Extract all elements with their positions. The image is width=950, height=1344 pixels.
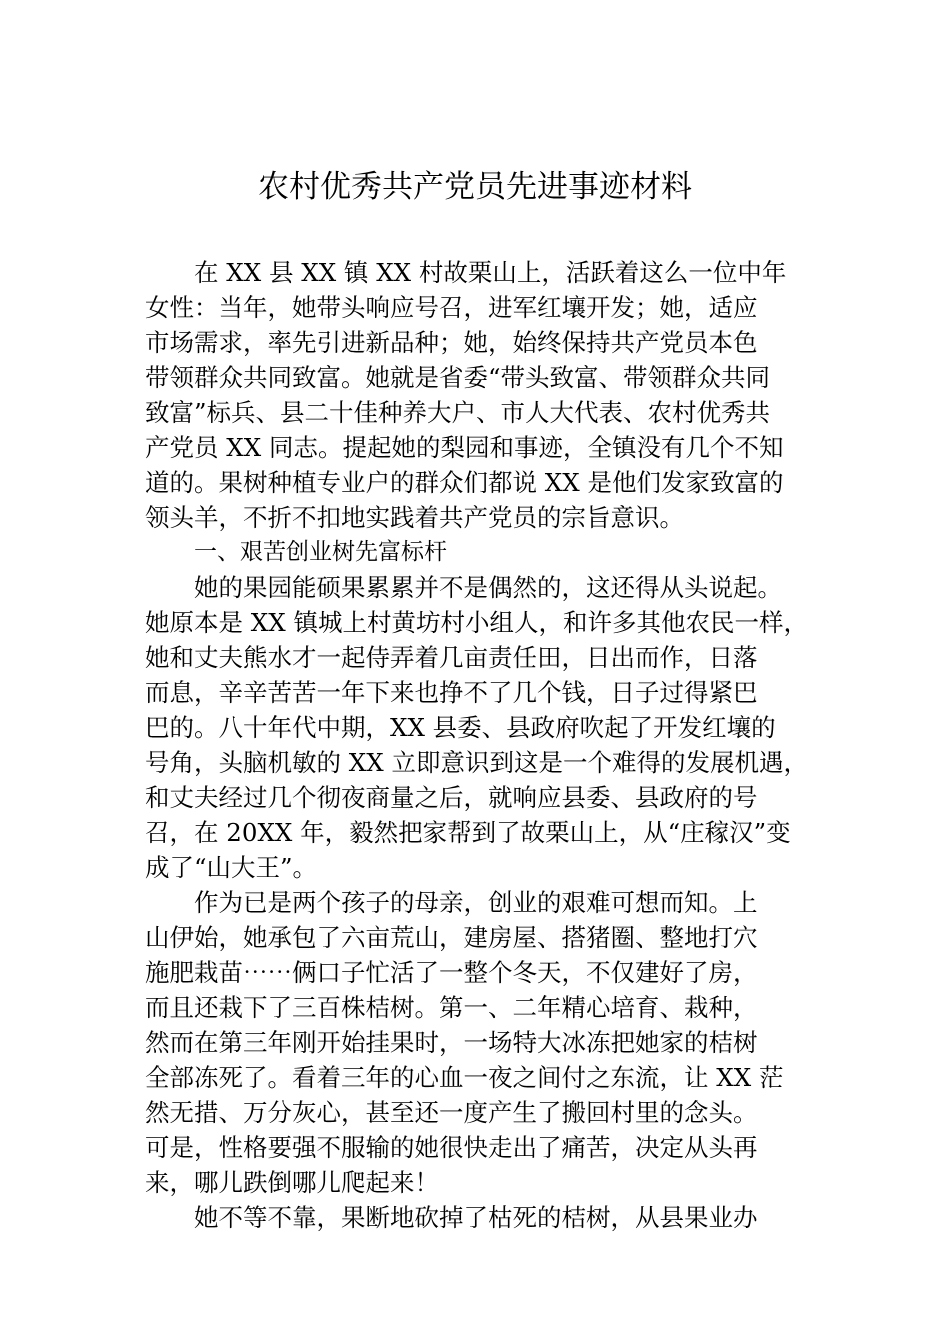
paragraph-line: 在 XX 县 XX 镇 XX 村故栗山上，活跃着这么一位中年 xyxy=(194,258,787,287)
paragraph-line: 而息，辛辛苦苦一年下来也挣不了几个钱，日子过得紧巴 xyxy=(145,678,758,707)
paragraph-line: 全部冻死了。看着三年的心血一夜之间付之东流，让 XX 茫 xyxy=(145,1063,784,1092)
paragraph-line: 带领群众共同致富。她就是省委“带头致富、带领群众共同 xyxy=(145,363,771,392)
paragraph-line: 来，哪儿跌倒哪儿爬起来！ xyxy=(145,1168,439,1197)
paragraph-line: 召，在 20XX 年，毅然把家帮到了故栗山上，从“庄稼汉”变 xyxy=(145,818,791,847)
paragraph-line: 她原本是 XX 镇城上村黄坊村小组人，和许多其他农民一样， xyxy=(145,608,808,637)
document-title: 农村优秀共产党员先进事迹材料 xyxy=(258,169,692,205)
paragraph-line: 和丈夫经过几个彻夜商量之后，就响应县委、县政府的号 xyxy=(145,783,758,812)
paragraph-line: 号角，头脑机敏的 XX 立即意识到这是一个难得的发展机遇， xyxy=(145,748,808,777)
paragraph-line: 然而在第三年刚开始挂果时，一场特大冰冻把她家的桔树 xyxy=(145,1028,758,1057)
paragraph-line: 可是，性格要强不服输的她很快走出了痛苦，决定从头再 xyxy=(145,1133,758,1162)
paragraph-line: 成了“山大王”。 xyxy=(145,853,318,882)
paragraph-line: 而且还栽下了三百株桔树。第一、二年精心培育、栽种， xyxy=(145,993,758,1022)
document-body xyxy=(145,255,835,1235)
section-heading: 一、艰苦创业树先富标杆 xyxy=(194,539,447,565)
paragraph-line: 产党员 XX 同志。提起她的梨园和事迹，全镇没有几个不知 xyxy=(145,433,784,462)
paragraph-line: 领头羊，不折不扣地实践着共产党员的宗旨意识。 xyxy=(145,503,684,532)
paragraph-line: 她的果园能硕果累累并不是偶然的，这还得从头说起。 xyxy=(194,573,782,602)
paragraph-line: 道的。果树种植专业户的群众们都说 XX 是他们发家致富的 xyxy=(145,468,784,497)
paragraph-line: 巴的。八十年代中期，XX 县委、县政府吹起了开发红壤的 xyxy=(145,713,776,742)
paragraph-line: 她不等不靠，果断地砍掉了枯死的桔树，从县果业办 xyxy=(194,1203,758,1232)
paragraph-line: 她和丈夫熊水才一起侍弄着几亩责任田，日出而作，日落 xyxy=(145,643,758,672)
paragraph-line: 作为已是两个孩子的母亲，创业的艰难可想而知。上 xyxy=(194,888,758,917)
paragraph-line: 施肥栽苗⋯⋯俩口子忙活了一整个冬天，不仅建好了房， xyxy=(145,958,758,987)
paragraph-line: 山伊始，她承包了六亩荒山，建房屋、搭猪圈、整地打穴 xyxy=(145,923,758,952)
paragraph-line: 然无措、万分灰心，甚至还一度产生了搬回村里的念头。 xyxy=(145,1098,758,1127)
paragraph-line: 致富”标兵、县二十佳种养大户、市人大代表、农村优秀共 xyxy=(145,398,771,427)
paragraph-line: 市场需求，率先引进新品种；她，始终保持共产党员本色 xyxy=(145,328,758,357)
paragraph-line: 女性：当年，她带头响应号召，进军红壤开发；她，适应 xyxy=(145,293,758,322)
